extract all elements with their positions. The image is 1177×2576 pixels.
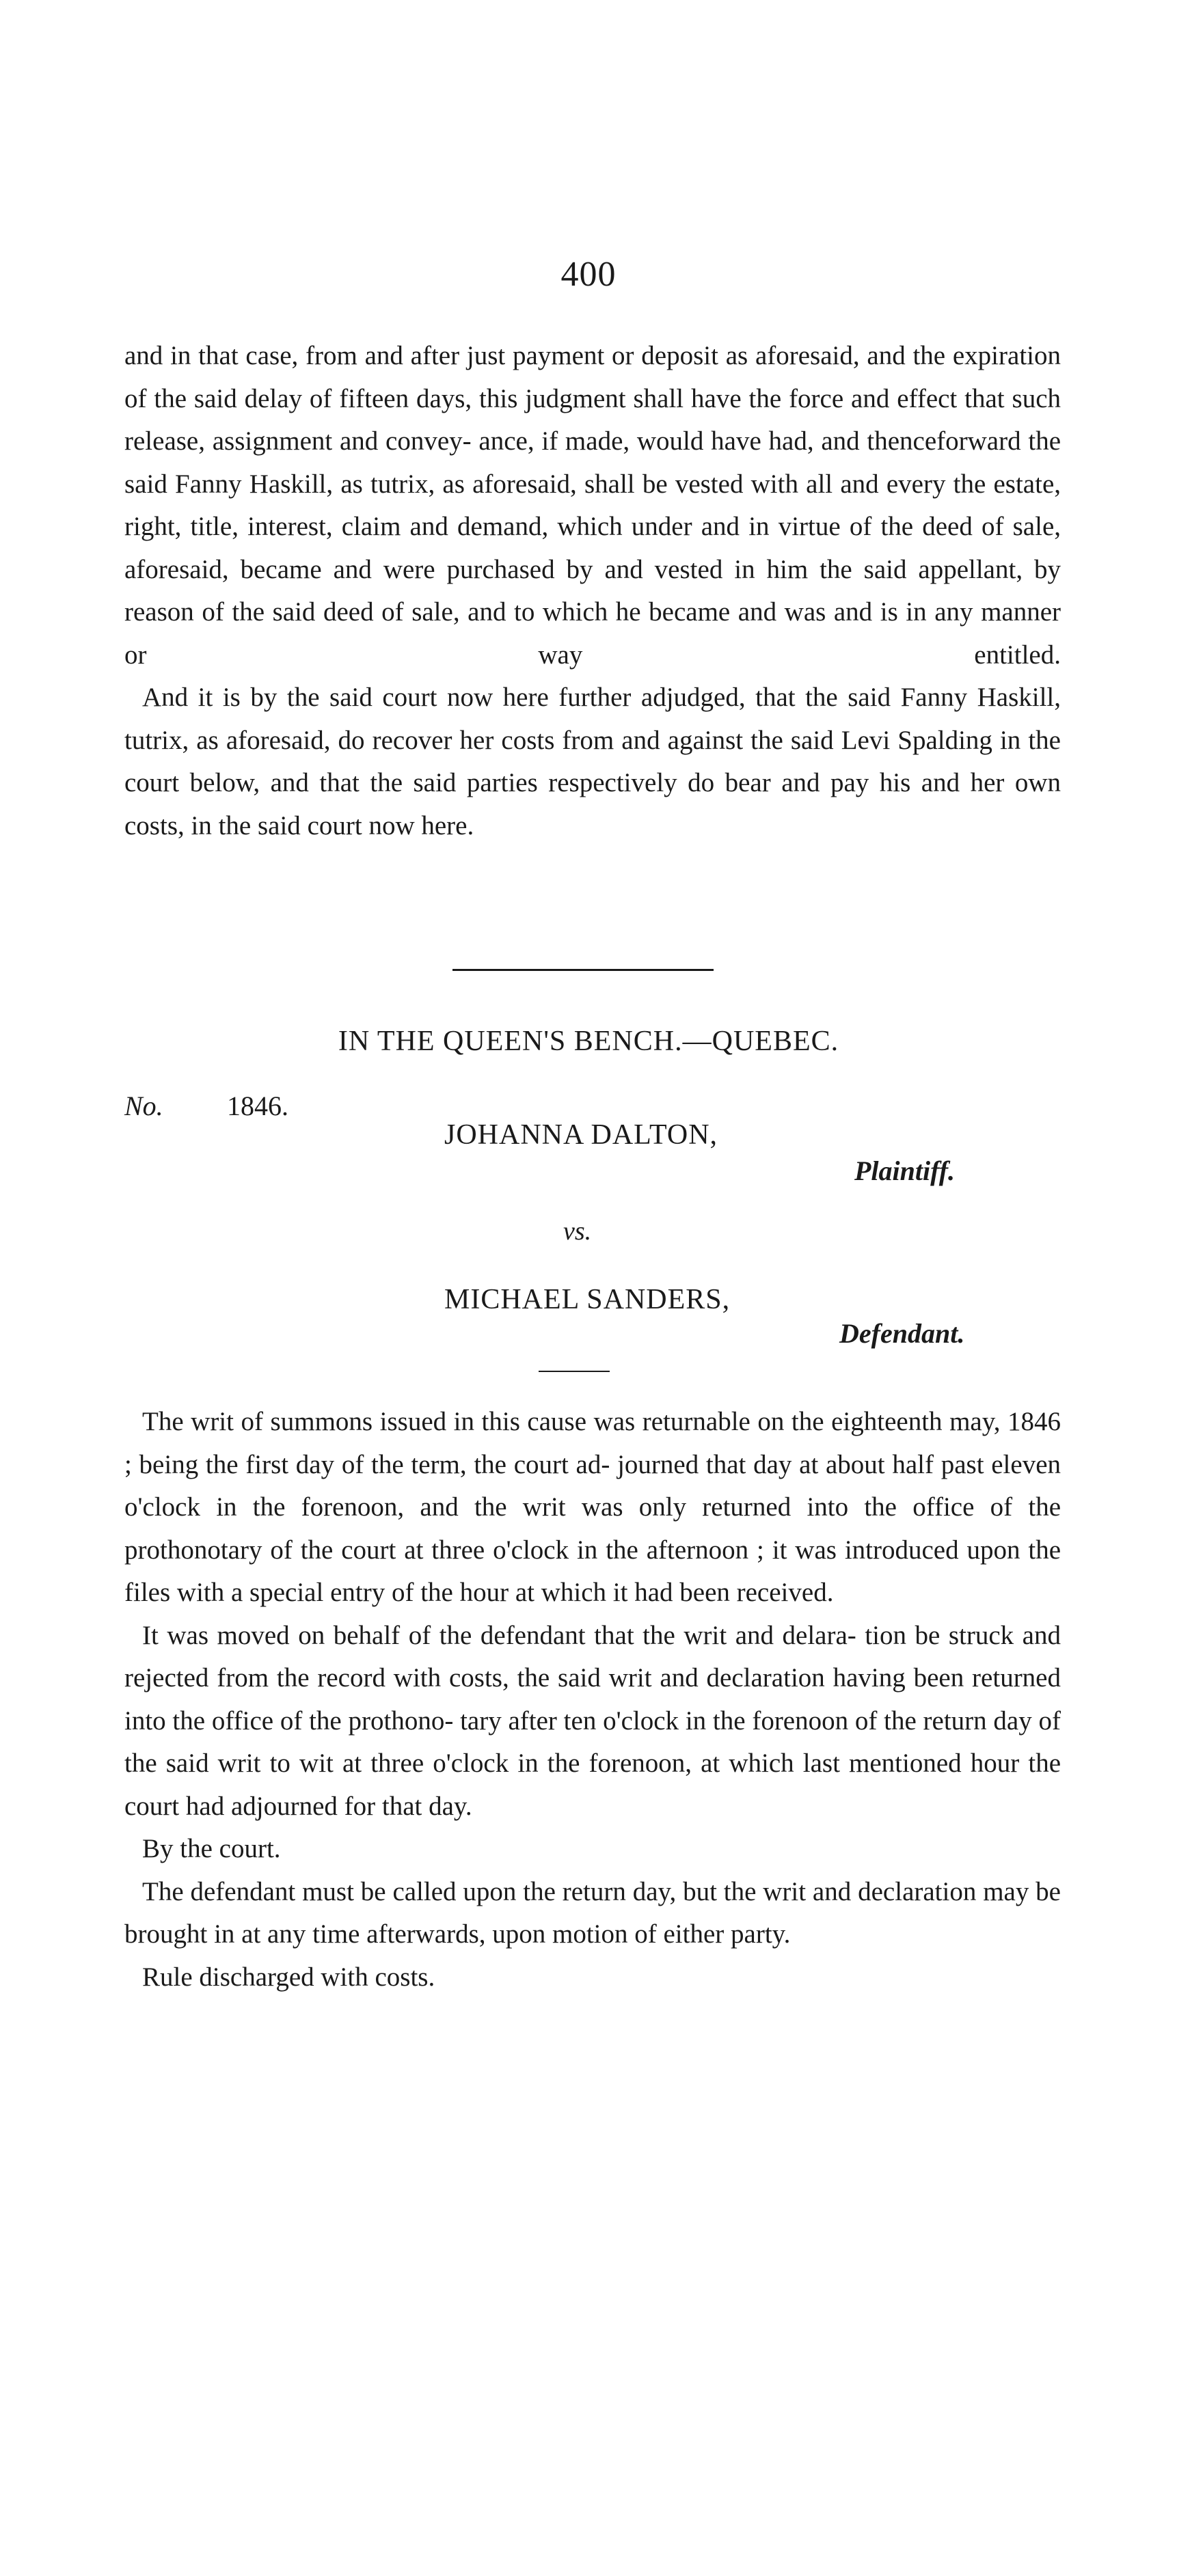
text-line: eighteenth may, 1846 ; being the first day of the term, the court ad-	[124, 1407, 1061, 1479]
text-line: and the expiration of the said delay of fifteen days, this judgment shall	[124, 341, 1061, 413]
case-divider	[539, 1371, 610, 1372]
text-line: And it is by the said court now here further adjudged, that the said	[142, 683, 891, 712]
text-line: and declaration having been returned into the office of the prothono-	[124, 1663, 1061, 1736]
text-line: the writ was only returned into the office of the prothonotary of the	[124, 1492, 1061, 1565]
case-number-label: No.	[124, 1091, 163, 1121]
text-line: tary after ten o'clock in the forenoon of the return day of the said writ	[124, 1705, 1061, 1778]
case-paragraph	[124, 1956, 1061, 1999]
text-line: declaration may be brought in at any time afterwards, upon motion of	[124, 1876, 1061, 1949]
case-paragraph	[124, 1828, 1061, 1871]
defendant-role: Defendant.	[839, 1318, 965, 1349]
text-line: The writ of summons issued in this cause was returnable on the	[142, 1407, 824, 1436]
continuation-paragraph	[124, 335, 1061, 676]
text-line: virtue of the deed of sale, aforesaid, became and were purchased by	[124, 512, 1061, 584]
case-text	[124, 1401, 1061, 1999]
text-line: The defendant must be called upon the return day, but the writ and	[142, 1876, 852, 1906]
case-paragraph	[124, 1615, 1061, 1828]
text-line: court at three o'clock in the afternoon ; it was introduced upon the files	[124, 1535, 1061, 1607]
text-line: ance, if made, would have had, and thenceforward the said Fanny	[124, 426, 1061, 499]
continuation-paragraph	[124, 676, 1061, 847]
versus-label: vs.	[563, 1217, 592, 1246]
case-paragraph	[124, 1871, 1061, 1956]
text-line: journed that day at about half past eleven o'clock in the forenoon, and	[124, 1449, 1061, 1522]
text-line: Fanny Haskill, tutrix, as aforesaid, do recover her costs from and	[124, 683, 1061, 755]
text-line: Haskill, as tutrix, as aforesaid, shall be vested with all and every the	[249, 469, 986, 499]
text-line: the court had adjourned for that day.	[124, 1749, 1061, 1821]
text-line: parties respectively do bear and pay his and her own costs, in the said	[124, 768, 1061, 840]
text-line: tion be struck and rejected from the record with costs, the said writ	[124, 1620, 1061, 1693]
continuation-text	[124, 335, 1061, 847]
text-line: either party.	[663, 1919, 791, 1949]
text-line: and vested in him the said appellant, by reason of the said deed of sale,	[124, 554, 1061, 627]
case-paragraph	[124, 1401, 1061, 1615]
court-heading: IN THE QUEEN'S BENCH.—QUEBEC.	[338, 1026, 839, 1057]
section-divider	[452, 969, 714, 971]
text-line: with a special entry of the hour at which it had been received.	[176, 1578, 834, 1607]
text-line: Rule discharged with costs.	[142, 1962, 435, 1992]
text-line: against the said Levi Spalding in the court below, and that the said	[124, 725, 1061, 797]
text-line: By the court.	[142, 1834, 281, 1863]
plaintiff-name: JOHANNA DALTON,	[444, 1119, 718, 1151]
text-line: estate, right, title, interest, claim and demand, which under and in	[124, 469, 1061, 541]
defendant-name: MICHAEL SANDERS,	[444, 1284, 731, 1315]
text-line: to wit at three o'clock in the forenoon, at which last mentioned hour	[269, 1749, 1020, 1778]
text-line: and to which he became and was and is in any manner or way entitled.	[124, 597, 1061, 670]
page-number: 400	[560, 255, 617, 294]
text-line: court now here.	[307, 810, 474, 840]
case-year: 1846.	[227, 1091, 288, 1121]
text-line: and in that case, from and after just payment or deposit as aforesaid,	[124, 341, 860, 370]
text-line: It was moved on behalf of the defendant that the writ and delara-	[142, 1620, 856, 1650]
text-line: have the force and effect that such release, assignment and convey-	[124, 383, 1061, 456]
plaintiff-role: Plaintiff.	[854, 1155, 956, 1186]
